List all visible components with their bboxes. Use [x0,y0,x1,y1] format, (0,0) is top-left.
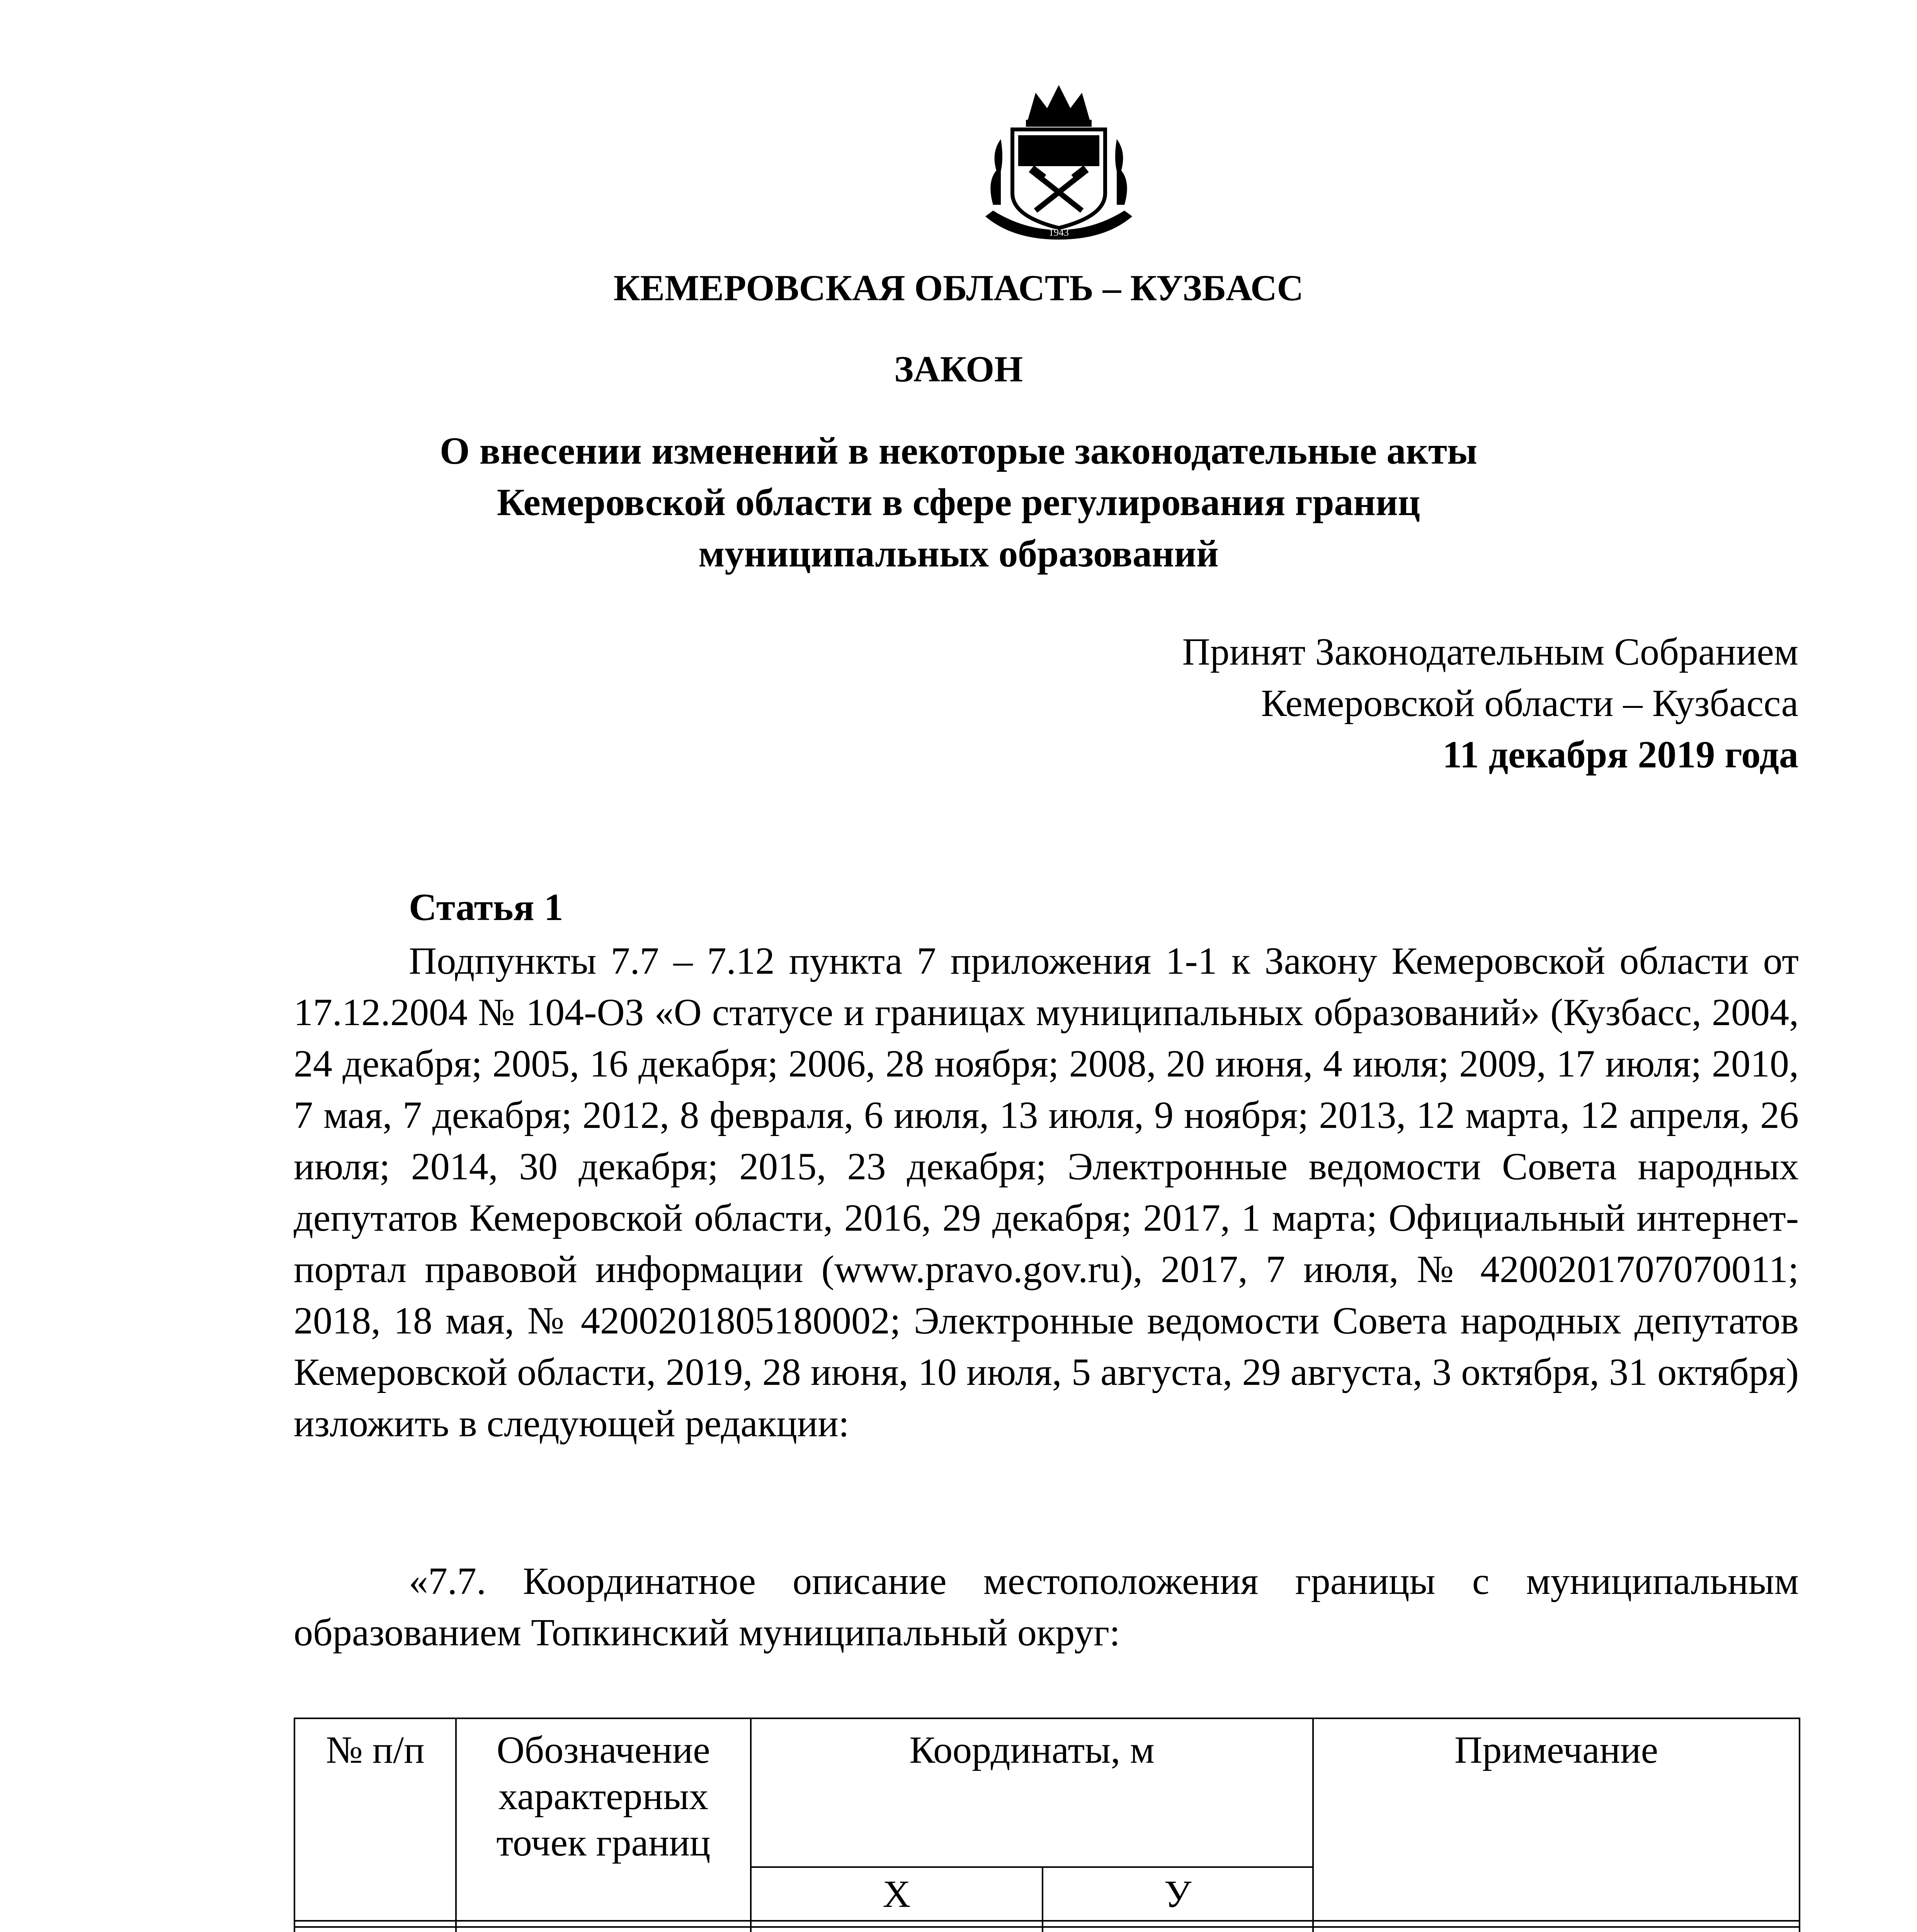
adoption-block [871,626,1798,780]
header-x: Х [751,1867,1043,1921]
header-coordinates: Координаты, м [751,1718,1313,1867]
header-note: Примечание [1313,1718,1800,1921]
document-type: ЗАКОН [894,349,1023,389]
law-subject-line: Кемеровской области в сфере регулирования границ [497,481,1420,524]
coat-of-arms-emblem [978,77,1140,243]
adoption-line: Принят Законодательным Собранием [1182,630,1798,673]
article-heading: Статья 1 [409,886,563,929]
coordinates-table [294,1718,1800,1932]
adoption-date: 11 декабря 2019 года [1442,733,1798,776]
article-body: Подпункты 7.7 – 7.12 пункта 7 приложения 1-1 к Закону Кемеровской области от 17.12.2004 № 104-ОЗ «О статусе и границах муниципальных образований» (Кузбасс, 2004, 24 декабря; 2005, 16 декабря; 2006, 28 ноября; 2008, 20 июня, 4 июля; 2009, 17 июля; 2010, 7 мая, 7 декабря; 2012, 8 февраля, 6 июля, 13 июля, 9 ноября; 2013, 12 марта, 12 апреля, 26 июля; 2014, 30 декабря; 2015, 23 декабря; Электронные ведомости Совета народных депутатов Кемеровской области, 2016, 29 декабря; 2017, 1 марта; Официальный интернет-портал правовой информации (www.pravo.gov.ru), 2017, 7 июля, № 4200201707070011; 2018, 18 мая, № 4200201805180002; Электронные ведомости Совета народных депутатов Кемеровской области, 2019, 28 июня, 10 июля, 5 августа, 29 августа, 3 октября, 31 октября) изложить в следующей редакции: [294,939,1799,1445]
emblem-year: 1943 [1049,227,1069,238]
column-number [456,1927,751,1932]
column-number [1043,1927,1313,1932]
region-title: КЕМЕРОВСКАЯ ОБЛАСТЬ – КУЗБАСС [613,267,1304,308]
table-separator [294,1921,1800,1927]
column-number [294,1927,456,1932]
header-y: У [1043,1867,1313,1921]
law-subject-line: муниципальных образований [698,532,1219,575]
header-num: № п/п [294,1718,456,1921]
column-number [751,1927,1043,1932]
table-header-row [294,1718,1800,1867]
law-subject-line: О внесении изменений в некоторые законодательные акты [439,429,1478,472]
item-intro: «7.7. Координатное описание местоположения границы с муниципальным образованием Топкинский муниципальный округ: [294,1560,1799,1654]
header-points: Обозначение характерных точек границ [456,1718,751,1921]
column-number [1313,1927,1800,1932]
column-number-row [294,1927,1800,1932]
adoption-line: Кемеровской области – Кузбасса [1261,682,1798,724]
law-subject [0,425,1917,579]
